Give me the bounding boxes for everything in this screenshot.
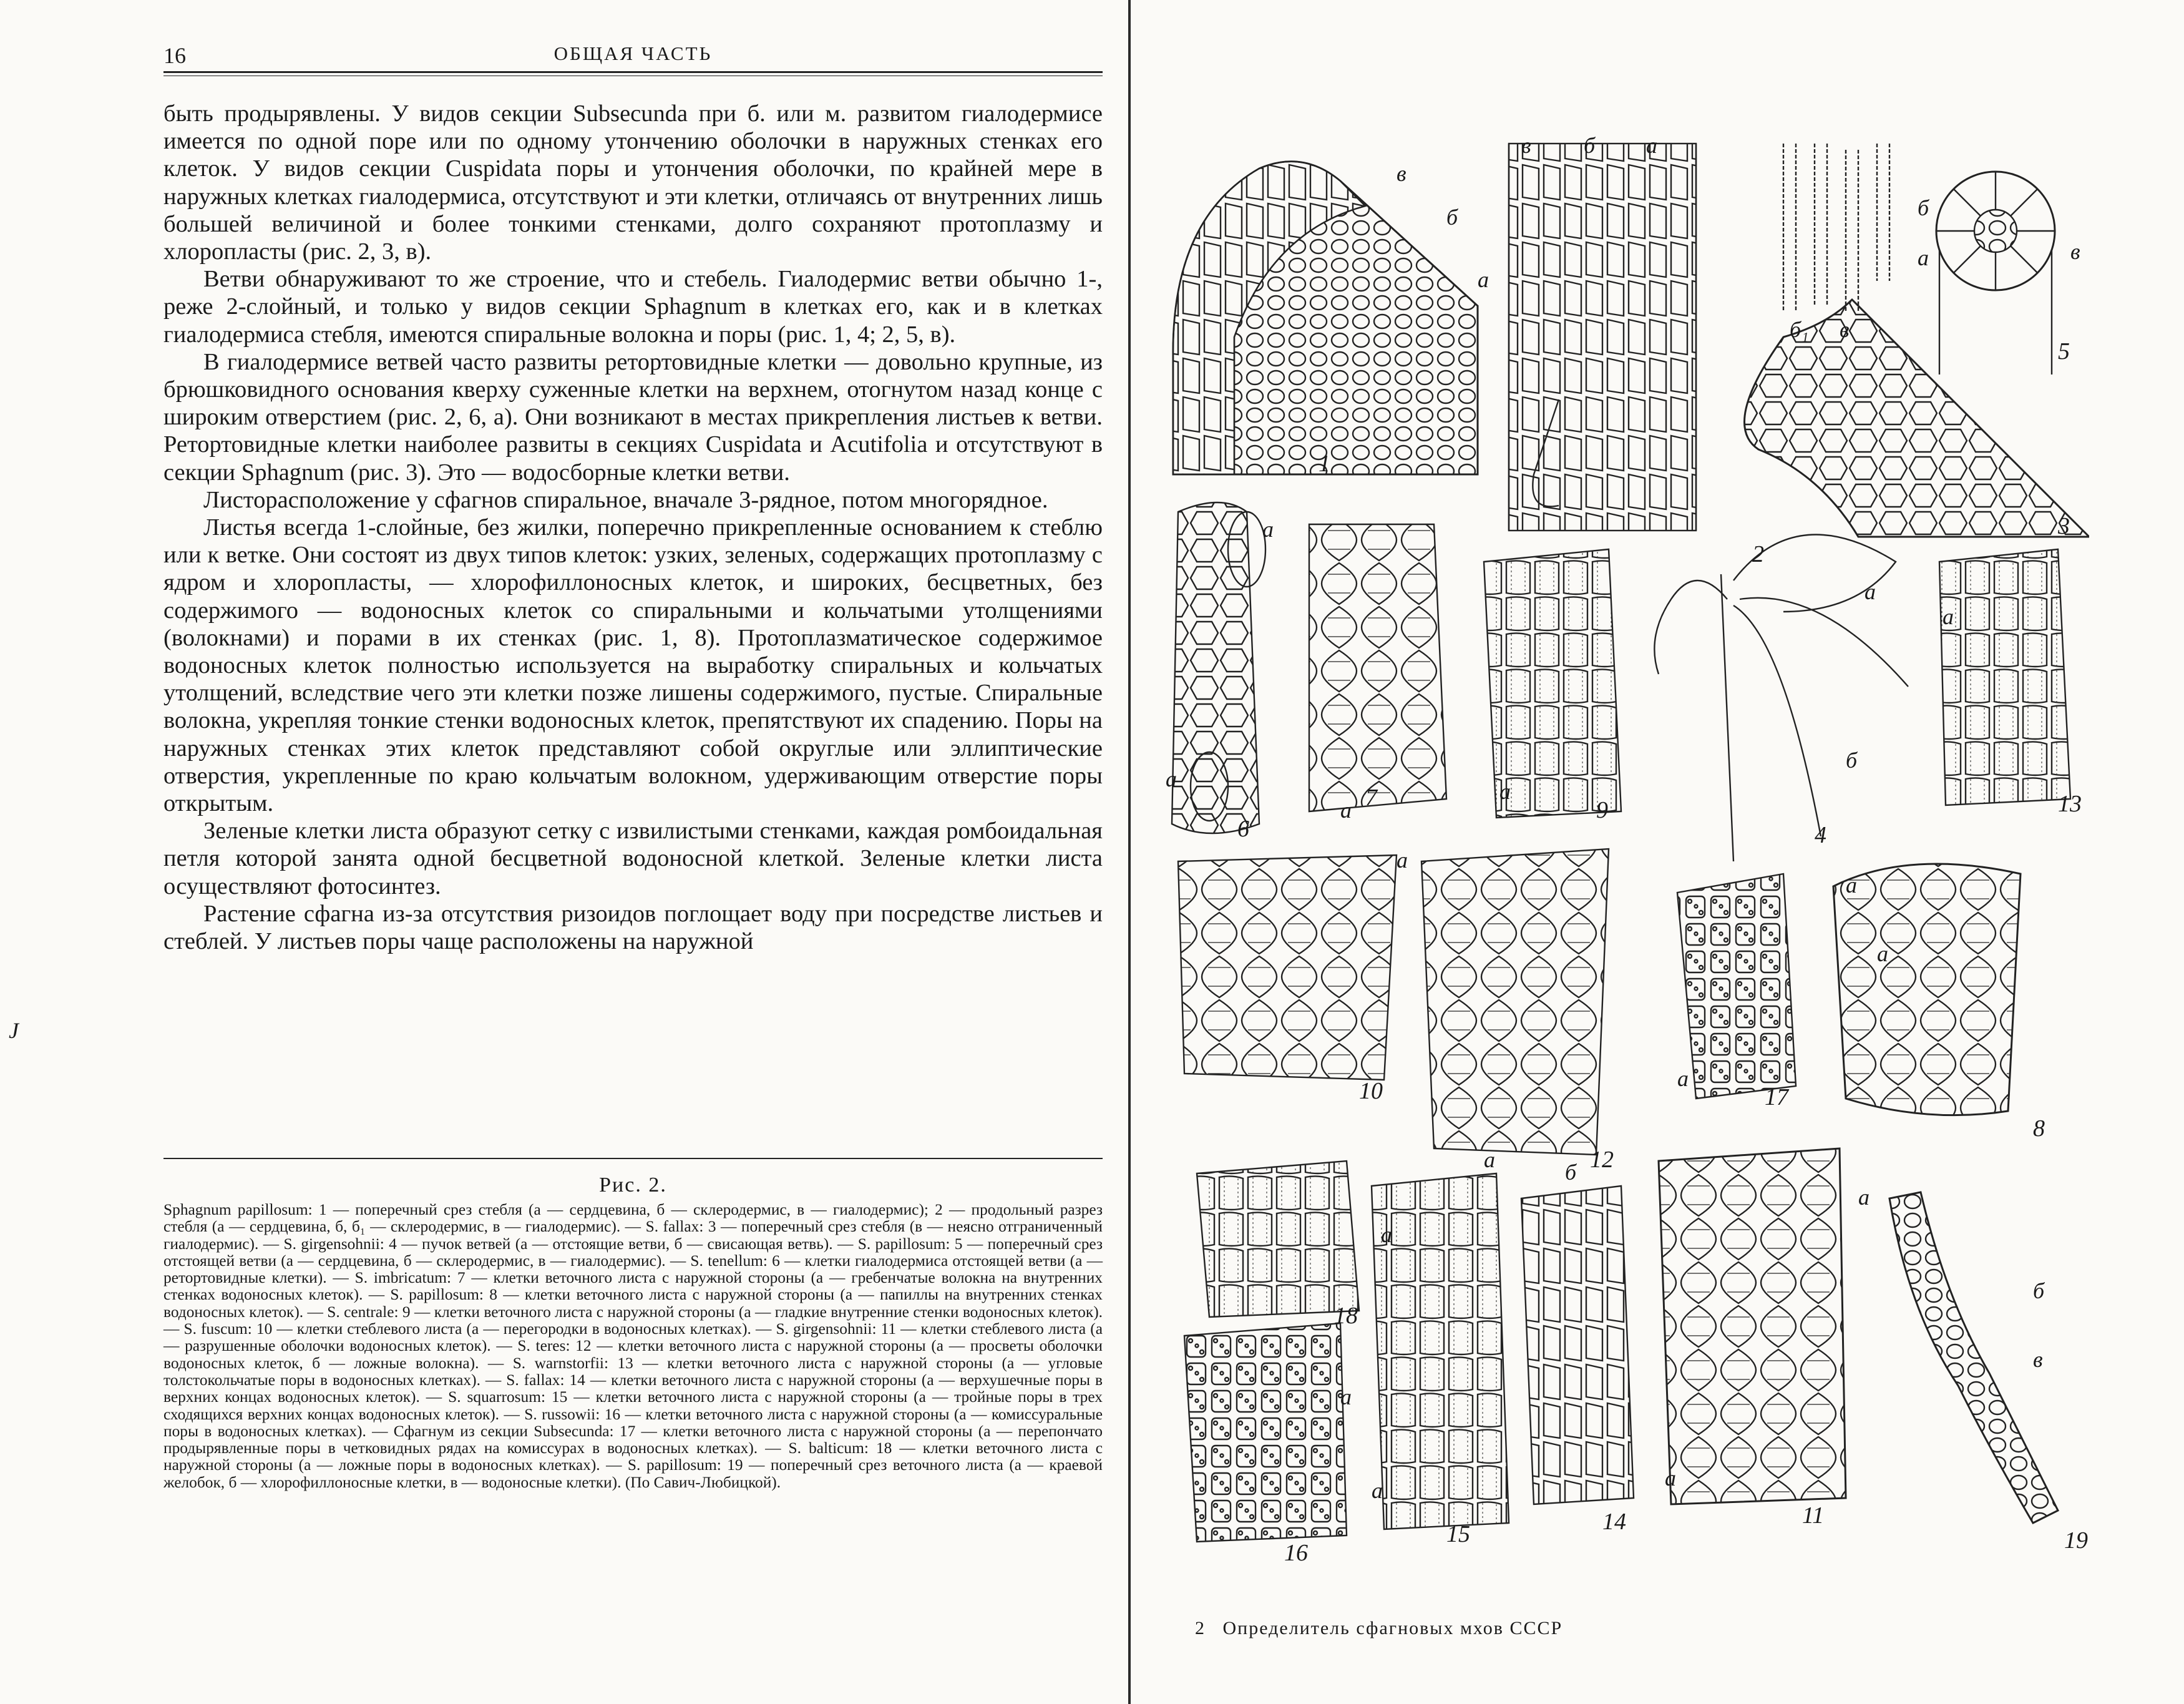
letter-label-19: а xyxy=(1846,873,1857,898)
letter-label-30: а xyxy=(1340,1384,1352,1409)
panel-number-13: 13 xyxy=(2058,791,2082,817)
letter-label-12: а xyxy=(1166,766,1177,791)
letter-label-7: б xyxy=(1918,195,1929,220)
panel-number-17: 17 xyxy=(1765,1084,1788,1110)
page-number: 16 xyxy=(163,43,186,68)
letter-label-20: а xyxy=(1877,941,1888,966)
letter-label-25: а xyxy=(1858,1185,1870,1210)
paragraph-5: Листья всегда 1-слойные, без жилки, поперечно прикрепленные основанием к стеблю или к ветке. Они состоят из двух типов клеток: узких, зеленых, содержащих протоплазму с ядром и хлоропласты, — хлорофиллоносных клеток, и широких, бесцветных, без содержимого — водоносных клеток со спиральными и кольчатыми утолщениями (волокнами) и порами в их стенках (рис. 1, 8). Протоплазматическое содержимое водоносных клеток полностью используется на выработку спиральных и кольчатых утолщений, вследствие чего эти клетки позже лишены содержимого, пустые. Спиральные волокна, укрепляя тонкие стенки водоносных клеток, препятствуют их спадению. Поры на наружных стенках этих клеток представляют собой округлые или эллиптические отверстия, укрепленные по краю кольчатым волокном, удерживающим отверстие поры открытым. xyxy=(163,514,1103,817)
panel-18-branch-leaf-balticum xyxy=(1197,1161,1359,1317)
signature-number: 2 xyxy=(1195,1618,1206,1638)
panel-9-branch-leaf-centrale xyxy=(1484,549,1621,818)
panel-number-1: 1 xyxy=(1319,451,1330,477)
letter-label-14: а xyxy=(1499,779,1511,804)
panel-number-3: 3 xyxy=(2058,513,2070,539)
letter-label-16: б xyxy=(1846,748,1858,773)
panel-number-11: 11 xyxy=(1802,1502,1825,1529)
panel-2-strands xyxy=(1783,144,1889,312)
page-header xyxy=(163,39,1103,76)
letter-label-29: а xyxy=(1372,1478,1383,1503)
letter-label-10: в xyxy=(1840,317,1850,342)
letter-label-21: а xyxy=(1484,1147,1495,1172)
panel-16-branch-leaf-russowii xyxy=(1184,1323,1347,1542)
letter-label-8: а xyxy=(1918,245,1929,270)
figure-caption-text: Sphagnum papillosum: 1 — поперечный срез стебля (а — сердцевина, б — склеродермис, в — гиалодермис); 2 — продольный разрез стебля (а — сердцевина, б, б₁ — склеродермис, в — гиалодермис). — S. fallax: 3 — поперечный срез стебля (в — неясно отграниченный гиалодермис). — S. girgensohnii: 4 — пучок ветвей (а — отстоящие ветви, б — свисающая ветвь). — S. papillosum: 5 — поперечный срез отстоящей ветви (а — сердцевина, б — склеродермис, в — гиалодермис). — S. tenellum: 6 — клетки гиалодермиса отстоящей ветви (а — ретортовидные клетки). — S. imbricatum: 7 — клетки веточного листа с наружной стороны (а — гребенчатые волокна на внутренних стенках водоносных клеток). — S. papillosum: 8 — клетки веточного листа с наружной стороны (а — папиллы на внутренних стенках водоносных клеток). — S. centrale: 9 — клетки веточного листа с наружной стороны (а — гладкие внутренние стенки водоносных клеток). — S. fuscum: 10 — клетки стеблевого листа (а — перегородки в водоносных клетках). — S. girgensohnii: 11 — клетки стеблевого листа (а — разрушенные оболочки водоносных клеток). — S. teres: 12 — клетки веточного листа с наружной стороны (а — просветы оболочки водоносных клеток, б — ложные волокна). — S. warnstorfii: 13 — клетки веточного листа с наружной стороны (а — угловые толстокольчатые поры в водоносных клетках). — S. fallax: 14 — клетки веточного листа с наружной стороны (а — верхушечные поры в верхних концах водоносных клеток). — S. squarrosum: 15 — клетки веточного листа с наружной стороны (а — тройные поры в трех сходящихся верхних концах водоносных клеток). — S. russowii: 16 — клетки веточного листа с наружной стороны (а — комиссуральные поры в водоносных клетках). — Сфагнум из секции Subsecunda: 17 — клетки веточного листа с наружной стороны (а — перепончато продырявленные поры в четковидных рядах на комиссурах в водоносных клетках). — S. balticum: 18 — клетки веточного листа с наружной стороны (а — ложные поры в водоносных клетках). — S. papillosum: 19 — поперечный срез веточного листа (а — краевой желобок, б — хлорофиллоносные клетки, в — водоносные клетки). (По Савич-Любицкой). xyxy=(163,1201,1103,1491)
panel-14-branch-leaf-fallax xyxy=(1521,1186,1634,1504)
panel-number-19: 19 xyxy=(2064,1527,2088,1554)
paragraph-2: Ветви обнаруживают то же строение, что и стебель. Гиалодермис ветви обычно 1-, реже 2-слойный, и только у видов секции Sphagnum в клетках его, как и в клетках гиалодермиса стебля, имеются спиральные волокна и поры (рис. 1, 4; 2, 5, в). xyxy=(163,266,1103,348)
panel-number-5: 5 xyxy=(2058,338,2070,365)
panel-number-18: 18 xyxy=(1334,1303,1358,1329)
letter-label-3: в xyxy=(1521,133,1531,158)
panel-13-branch-leaf-warnstorfii xyxy=(1939,549,2070,805)
letter-label-5: а xyxy=(1646,133,1657,158)
body-text xyxy=(163,100,1103,955)
figure-plate-drawing xyxy=(1159,125,2089,1585)
panel-2-stem-longitudinal-section xyxy=(1509,144,1696,531)
panel-number-4: 4 xyxy=(1815,822,1826,848)
panel-number-8: 8 xyxy=(2033,1115,2045,1142)
letter-label-6: б₁ xyxy=(1790,317,1809,342)
letter-label-26: б xyxy=(2033,1278,2045,1303)
panel-number-14: 14 xyxy=(1602,1509,1626,1535)
panel-10-stem-leaf-fuscum xyxy=(1178,855,1397,1080)
letter-label-17: а xyxy=(1943,604,1954,629)
margin-mark: J xyxy=(9,1018,19,1043)
running-head: ОБЩАЯ ЧАСТЬ xyxy=(553,42,713,64)
panel-1-stem-cross-section xyxy=(1173,162,1478,474)
panel-5-branch-cross-section xyxy=(1936,172,2055,375)
panel-11-stem-leaf-girgensohnii xyxy=(1659,1148,1846,1504)
panel-15-branch-leaf-squarrosum xyxy=(1372,1173,1509,1529)
letter-label-22: б xyxy=(1565,1160,1577,1185)
panel-6-retort-cells xyxy=(1172,502,1265,833)
panel-number-15: 15 xyxy=(1446,1521,1470,1547)
paragraph-1: быть продырявлены. У видов секции Subsecunda при б. или м. развитом гиалодермисе имеется по одной поре или по одному утончению оболочки в наружных стенках его клеток. У видов секции Cuspidata поры и утончения оболочки, по крайней мере в наружных клетках гиалодермиса, отсутствуют и эти клетки, отличаясь от внутренних лишь большей величиной и более тонкими стенками, долго сохраняют протоплазму и хлоропласты (рис. 2, 3, в). xyxy=(163,100,1103,265)
panel-12-branch-leaf-teres xyxy=(1421,849,1609,1155)
paragraph-4: Листорасположение у сфагнов спиральное, вначале 3-рядное, потом многорядное. xyxy=(203,486,1048,513)
panel-number-2: 2 xyxy=(1752,541,1764,567)
letter-label-28: а xyxy=(1665,1466,1676,1491)
figure-plate xyxy=(1159,125,2089,1585)
letter-label-15: а xyxy=(1865,579,1876,604)
figure-caption-title: Рис. 2. xyxy=(599,1173,667,1197)
paragraph-7: Растение сфагна из-за отсутствия ризоидов поглощает воду при посредстве листьев и стеблей. У листьев поры чаще расположены на наружной xyxy=(163,900,1103,955)
panel-8-branch-leaf-papillosum xyxy=(1833,864,2021,1115)
panel-number-7: 7 xyxy=(1365,785,1377,811)
footer-title: Определитель сфагновых мхов СССР xyxy=(1222,1618,1563,1638)
letter-label-1: б xyxy=(1446,205,1458,230)
header-rule xyxy=(163,71,1103,73)
panel-number-9: 9 xyxy=(1596,797,1608,823)
page-footer xyxy=(1195,1618,1562,1639)
paragraph-3: В гиалодермисе ветвей часто развиты ретортовидные клетки — довольно крупные, из брюшковидного основания кверху суженные клетки на верхнем, отогнутом назад конце с широким отверстием (рис. 2, 6, а). Они возникают в местах прикрепления листьев к ветви. Ретортовидные клетки наиболее развиты в секциях Cuspidata и Acutifolia и отсутствуют в секции Sphagnum (рис. 3). Это — водосборные клетки ветви. xyxy=(163,348,1103,486)
letter-label-27: в xyxy=(2033,1347,2043,1372)
letter-label-0: в xyxy=(1397,161,1406,186)
panel-number-16: 16 xyxy=(1284,1540,1308,1566)
caption-rule xyxy=(163,1158,1103,1159)
panel-number-6: 6 xyxy=(1237,816,1249,842)
panel-17-subsecunda-leaf xyxy=(1677,874,1796,1099)
panel-number-10: 10 xyxy=(1359,1078,1383,1104)
letter-label-13: а xyxy=(1340,798,1352,823)
letter-label-9: в xyxy=(2070,239,2080,264)
book-gutter xyxy=(1128,0,1131,1704)
letter-label-24: а xyxy=(1381,1222,1392,1247)
letter-label-11: а xyxy=(1262,517,1274,542)
paragraph-6: Зеленые клетки листа образуют сетку с извилистыми стенками, каждая ромбоидальная петля которой занята одной бесцветной водоносной клеткой. Зеленые клетки листа осуществляют фотосинтез. xyxy=(163,818,1103,899)
letter-label-18: а xyxy=(1397,848,1408,873)
letter-label-2: а xyxy=(1478,267,1489,292)
panel-number-12: 12 xyxy=(1590,1147,1614,1173)
letter-label-23: а xyxy=(1677,1066,1689,1091)
panel-7-branch-leaf-imbricatum xyxy=(1309,524,1446,811)
letter-label-4: б xyxy=(1584,133,1596,158)
